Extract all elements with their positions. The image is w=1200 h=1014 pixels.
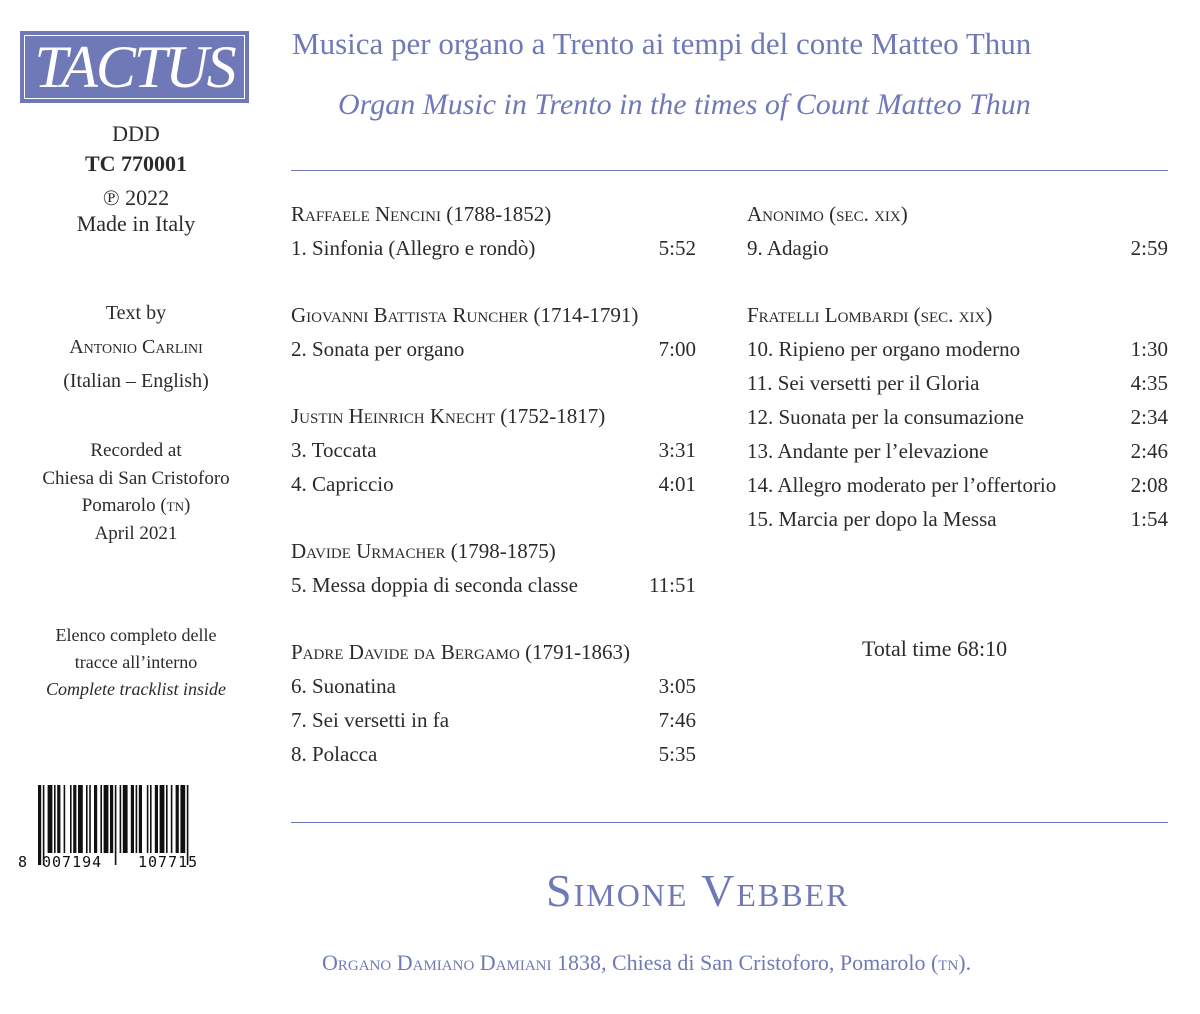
track-duration: 2:08: [1130, 473, 1168, 497]
track-duration: 4:35: [1130, 371, 1168, 395]
total-time: Total time 68:10: [862, 636, 1008, 661]
barcode-bar: [115, 785, 117, 865]
barcode-bar: [123, 785, 128, 853]
track-row: [747, 434, 1168, 468]
track-title: 3. Toccata: [291, 438, 377, 462]
logo-text: TACTUS: [24, 35, 245, 99]
barcode-bar: [120, 785, 122, 853]
track-title: 15. Marcia per dopo la Messa: [747, 507, 997, 531]
barcode-digit-first: 8: [18, 853, 28, 869]
barcode-bar: [54, 785, 56, 853]
barcode-bar: [160, 785, 165, 853]
track-duration: 7:00: [658, 337, 696, 361]
format: DDD: [112, 121, 160, 146]
barcode-bar: [78, 785, 83, 853]
track-row: [291, 332, 696, 366]
barcode-bar: [70, 785, 72, 853]
barcode-bar: [86, 785, 88, 853]
composer-name: Justin Heinrich Knecht (1752-1817): [291, 404, 606, 428]
track-title: 10. Ripieno per organo moderno: [747, 337, 1021, 361]
track-title: 11. Sei versetti per il Gloria: [747, 371, 980, 395]
organ-credit: Organo Damiano Damiani 1838, Chiesa di San Cristoforo, Pomarolo (tn).: [322, 950, 972, 975]
title-italian: Musica per organo a Trento ai tempi del conte Matteo Thun: [292, 26, 1032, 61]
tracklist-left: [291, 197, 696, 771]
track-duration: 2:59: [1130, 236, 1168, 260]
composer-name: Padre Davide da Bergamo (1791-1863): [291, 640, 631, 664]
track-row: [747, 502, 1168, 536]
composer-name: Anonimo (sec. xix): [747, 202, 908, 226]
barcode-bar: [94, 785, 97, 853]
top-divider: [291, 170, 1168, 171]
track-title: 1. Sinfonia (Allegro e rondò): [291, 236, 536, 260]
barcode-bar: [64, 785, 66, 853]
barcode-bar: [48, 785, 53, 853]
barcode-bar: [38, 785, 41, 865]
track-duration: 3:31: [658, 438, 696, 462]
barcode-bar: [73, 785, 76, 853]
tracklist-note: [0, 622, 272, 703]
track-title: 9. Adagio: [747, 236, 829, 260]
track-row: [291, 669, 696, 703]
track-duration: 11:51: [648, 573, 696, 597]
track-title: 14. Allegro moderato per l’offertorio: [747, 473, 1057, 497]
tracklist-right: [747, 197, 1168, 536]
track-row: [291, 231, 696, 265]
barcode-bar: [136, 785, 138, 853]
barcode-bar: [89, 785, 91, 853]
track-duration: 1:30: [1130, 337, 1168, 361]
text-author: Antonio Carlini: [69, 336, 203, 358]
barcode-bar: [139, 785, 142, 853]
barcode-bar: [147, 785, 149, 853]
track-row: [291, 568, 696, 602]
title-english: Organ Music in Trento in the times of Count Matteo Thun: [338, 88, 1031, 121]
recording-venue: Chiesa di San Cristoforo: [42, 467, 230, 489]
track-row: [747, 366, 1168, 400]
barcode-bar: [131, 785, 134, 853]
made-in: Made in Italy: [76, 210, 196, 236]
barcode-bar: [100, 785, 102, 853]
track-row: [291, 467, 696, 501]
note-italian-2: tracce all’interno: [74, 652, 198, 672]
track-duration: 2:46: [1130, 439, 1168, 463]
copyright: ℗ 2022: [102, 184, 170, 210]
bottom-divider: [291, 822, 1168, 823]
track-row: [747, 400, 1168, 434]
track-title: 12. Suonata per la consumazione: [747, 405, 1024, 429]
track-row: [747, 468, 1168, 502]
recorded-at-label: Recorded at: [90, 440, 182, 461]
track-row: [747, 332, 1168, 366]
composer-name: Raffaele Nencini (1788-1852): [291, 202, 552, 226]
barcode-digits-right: 107715: [138, 853, 199, 869]
track-title: 13. Andante per l’elevazione: [747, 439, 989, 463]
track-row: [747, 231, 1168, 265]
text-credits: [0, 296, 272, 398]
track-row: [291, 433, 696, 467]
track-duration: 1:54: [1130, 507, 1168, 531]
track-title: 5. Messa doppia di seconda classe: [291, 573, 578, 597]
barcode-digits-left: 007194: [42, 853, 103, 869]
barcode-bar: [166, 785, 168, 853]
format-info: [0, 121, 272, 237]
recording-city: Pomarolo (tn): [81, 495, 191, 517]
barcode-bar: [180, 785, 185, 853]
text-by-label: Text by: [105, 302, 167, 324]
barcode: [12, 783, 247, 869]
note-english: Complete tracklist inside: [46, 679, 226, 699]
composer-name: Giovanni Battista Runcher (1714-1791): [291, 303, 639, 327]
track-duration: 2:34: [1130, 405, 1168, 429]
barcode-bar: [176, 785, 179, 853]
track-row: [291, 737, 696, 771]
track-row: [291, 703, 696, 737]
composer-name: Fratelli Lombardi (sec. xix): [747, 303, 993, 327]
track-duration: 4:01: [658, 472, 696, 496]
composer-name: Davide Urmacher (1798-1875): [291, 539, 556, 563]
track-duration: 5:52: [658, 236, 696, 260]
performer-name: Simone Vebber: [546, 865, 850, 916]
recording-date: April 2021: [94, 522, 178, 544]
recording-info: [0, 437, 272, 547]
track-duration: 3:05: [658, 674, 696, 698]
tactus-logo: [20, 31, 249, 103]
track-title: 2. Sonata per organo: [291, 337, 465, 361]
barcode-bar: [155, 785, 158, 853]
note-italian-1: Elenco completo delle: [55, 625, 217, 645]
catalog-number: TC 770001: [84, 150, 188, 176]
languages: (Italian – English): [63, 370, 209, 392]
track-duration: 5:35: [658, 742, 696, 766]
track-duration: 7:46: [658, 708, 696, 732]
barcode-bar: [57, 785, 60, 853]
track-title: 8. Polacca: [291, 742, 378, 766]
barcode-bar: [171, 785, 173, 853]
track-title: 4. Capriccio: [291, 472, 394, 496]
barcode-bar: [110, 785, 113, 853]
barcode-bar: [104, 785, 109, 853]
barcode-bar: [150, 785, 152, 853]
track-title: 7. Sei versetti in fa: [291, 708, 450, 732]
track-title: 6. Suonatina: [291, 674, 396, 698]
